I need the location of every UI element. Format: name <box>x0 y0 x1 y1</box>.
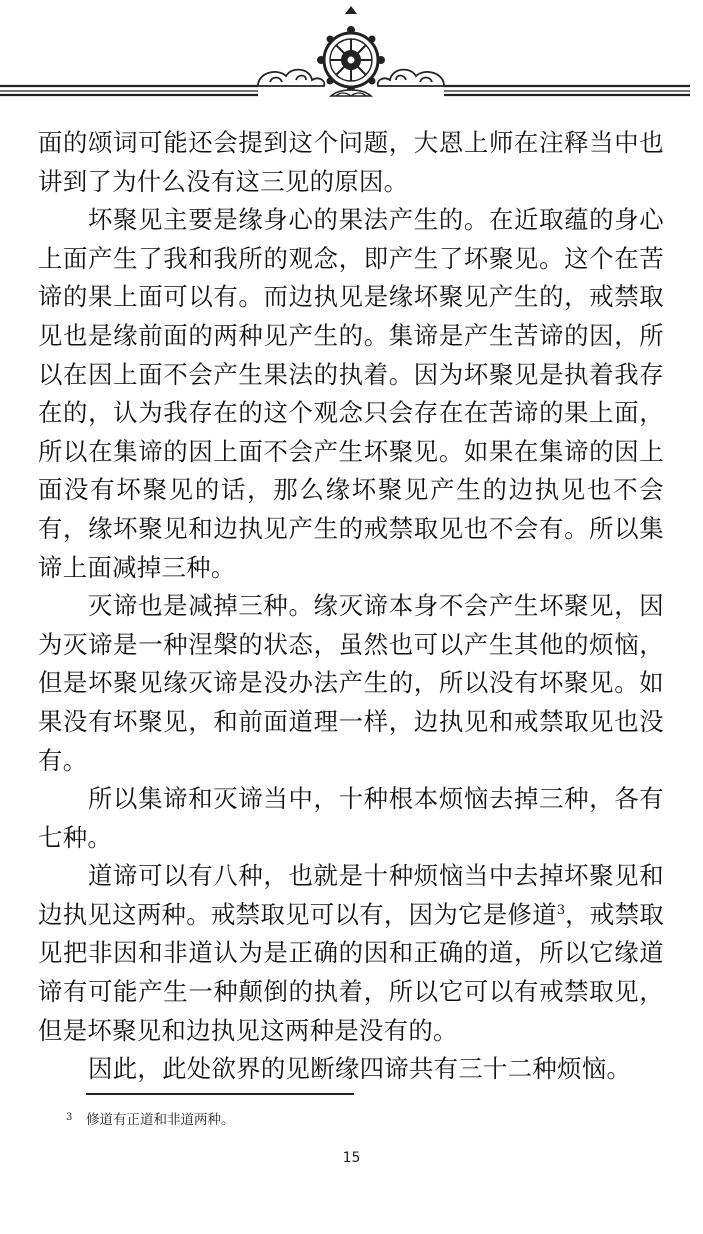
paragraph-miedi: 灭谛也是减掉三种。缘灭谛本身不会产生坏聚见，因为灭谛是一种涅槃的状态，虽然也可以产生其他的烦恼，但是坏聚见缘灭谛是没办法产生的，所以没有坏聚见。如果没有坏聚见，和前面道理一样，边执见和戒禁取见也没有。 <box>38 591 664 775</box>
paragraph-jidi-miedi: 所以集谛和灭谛当中，十种根本烦恼去掉三种，各有七种。 <box>38 784 664 852</box>
footnote <box>66 1108 626 1130</box>
footnote-number: 3 <box>66 1112 73 1123</box>
body-text <box>38 124 664 1089</box>
wheel-icon <box>317 6 385 96</box>
left-cloud-icon <box>258 70 324 86</box>
paragraph-huaijujian: 坏聚见主要是缘身心的果法产生的。在近取蕴的身心上面产生了我和我所的观念，即产生了坏聚见。这个在苦谛的果上面可以有。而边执见是缘坏聚见产生的，戒禁取见也是缘前面的两种见产生的。集谛是产生苦谛的因，所以在因上面不会产生果法的执着。因为坏聚见是执着我存在的，认为我存在的这个观念只会存在在苦谛的果上面，所以在集谛的因上面不会产生坏聚见。如果在集谛的因上面没有坏聚见的话，那么缘坏聚见产生的边执见也不会有，缘坏聚见和边执见产生的戒禁取见也不会有。所以集谛上面减掉三种。 <box>38 205 664 582</box>
right-cloud-icon <box>378 70 444 86</box>
paragraph-summary: 因此，此处欲界的见断缘四谛共有三十二种烦恼。 <box>88 1054 632 1084</box>
page-number: 15 <box>342 1150 361 1166</box>
footnote-reference[interactable]: 3 <box>556 902 566 918</box>
daodi-text-part1: 道谛可以有八种，也就是十种烦恼当中去掉坏聚见和边执见这两种。戒禁取见可以有，因为它是修道 <box>38 861 664 929</box>
paragraph-continuation: 面的颂词可能还会提到这个问题，大恩上师在注释当中也讲到了为什么没有这三见的原因。 <box>38 128 664 196</box>
page-header-ornament <box>0 0 703 110</box>
paragraph-daodi <box>38 857 664 1050</box>
daodi-text-part2: ，戒禁取见把非因和非道认为是正确的因和正确的道，所以它缘道谛有可能产生一种颠倒的执着，所以它可以有戒禁取见，但是坏聚见和边执见这两种是没有的。 <box>38 899 664 1045</box>
footnote-text: 修道有正道和非道两种。 <box>86 1112 235 1128</box>
dharma-wheel-ornament <box>0 0 703 110</box>
footnote-divider <box>86 1093 354 1095</box>
